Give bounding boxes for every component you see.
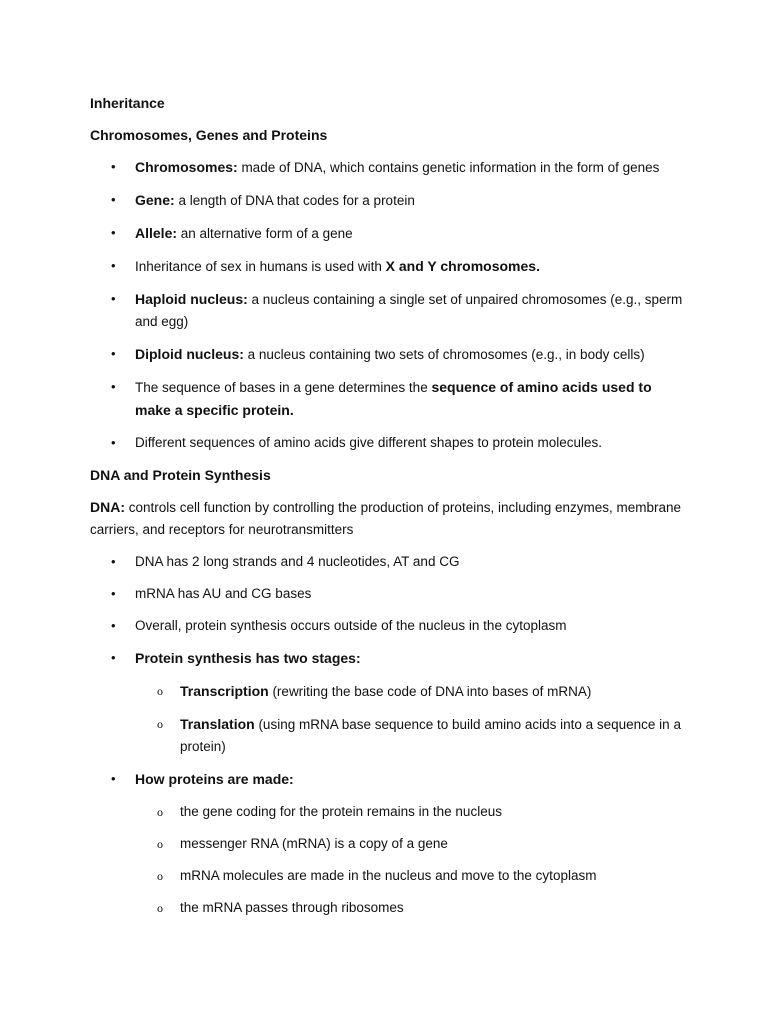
definition-diploid-nucleus: a nucleus containing two sets of chromosomes (e.g., in body cells) [243, 347, 645, 362]
bullet-icon: • [111, 650, 116, 665]
section-heading-chromosomes: Chromosomes, Genes and Proteins [90, 127, 328, 143]
list-item [90, 343, 686, 366]
sex-inheritance-text: Inheritance of sex in humans is used with [135, 259, 386, 274]
list-item [90, 615, 686, 637]
list-item [90, 189, 686, 212]
list-item [90, 255, 686, 278]
step-text: mRNA molecules are made in the nucleus and move to the cytoplasm [180, 868, 597, 883]
sublist-item [135, 833, 686, 855]
list-item [90, 583, 686, 605]
two-stages-heading: Protein synthesis has two stages: [135, 650, 361, 666]
protein-synthesis-list [90, 551, 686, 919]
step-text: the gene coding for the protein remains in the nucleus [180, 804, 502, 819]
sublist-item [135, 801, 686, 823]
definition-allele: an alternative form of a gene [177, 226, 353, 241]
dna-strands-text: DNA has 2 long strands and 4 nucleotides, AT and CG [135, 554, 460, 569]
sublist-item [135, 897, 686, 919]
step-text: the mRNA passes through ribosomes [180, 900, 404, 915]
sublist-item [135, 865, 686, 887]
list-item [90, 647, 686, 758]
bullet-icon: • [111, 586, 116, 601]
term-allele: Allele: [135, 225, 178, 241]
sub-bullet-icon: o [157, 869, 163, 883]
bullet-icon: • [111, 771, 116, 786]
document-title: Inheritance [90, 95, 165, 111]
definition-haploid-nucleus: a nucleus containing a single set of unpaired chromosomes (e.g., sperm and egg) [135, 292, 683, 329]
sub-bullet-icon: o [157, 901, 163, 915]
bullet-icon: • [111, 435, 116, 450]
list-item [90, 432, 686, 454]
sublist-item [135, 713, 686, 758]
sex-chromosomes-term: X and Y chromosomes. [385, 258, 540, 274]
term-diploid-nucleus: Diploid nucleus: [135, 346, 244, 362]
cytoplasm-text: Overall, protein synthesis occurs outside of the nucleus in the cytoplasm [135, 618, 567, 633]
steps-sublist [135, 801, 686, 919]
bullet-icon: • [111, 225, 116, 240]
list-item [90, 222, 686, 245]
term-haploid-nucleus: Haploid nucleus: [135, 291, 248, 307]
bullet-icon: • [111, 379, 116, 394]
term-chromosomes: Chromosomes: [135, 159, 238, 175]
section-heading-dna-protein-synthesis: DNA and Protein Synthesis [90, 467, 271, 483]
bullet-icon: • [111, 258, 116, 273]
bullet-icon: • [111, 159, 116, 174]
chromosomes-list [90, 156, 686, 454]
bullet-icon: • [111, 291, 116, 306]
definition-translation: (using mRNA base sequence to build amino acids into a sequence in a protein) [180, 717, 681, 754]
amino-acid-sequence-term: sequence of amino acids used to make a specific protein. [135, 379, 652, 418]
step-text: messenger RNA (mRNA) is a copy of a gene [180, 836, 448, 851]
list-item [90, 768, 686, 919]
definition-gene: a length of DNA that codes for a protein [174, 193, 415, 208]
document-page [90, 92, 686, 929]
list-item [90, 551, 686, 573]
list-item [90, 156, 686, 179]
term-transcription: Transcription [180, 683, 269, 699]
term-dna: DNA: [90, 499, 125, 515]
definition-dna: controls cell function by controlling the production of proteins, including enzymes, membrane carriers, and receptors for neurotransmitters [90, 500, 682, 537]
sub-bullet-icon: o [157, 717, 163, 731]
bullet-icon: • [111, 346, 116, 361]
definition-transcription: (rewriting the base code of DNA into bases of mRNA) [268, 684, 592, 699]
sub-bullet-icon: o [157, 837, 163, 851]
base-sequence-text: The sequence of bases in a gene determines the [135, 380, 432, 395]
bullet-icon: • [111, 618, 116, 633]
dna-definition [90, 496, 686, 541]
stages-sublist [135, 680, 686, 758]
mrna-bases-text: mRNA has AU and CG bases [135, 586, 312, 601]
sub-bullet-icon: o [157, 805, 163, 819]
list-item [90, 288, 686, 333]
list-item [90, 376, 686, 422]
sublist-item [135, 680, 686, 703]
bullet-icon: • [111, 554, 116, 569]
bullet-icon: • [111, 192, 116, 207]
definition-chromosomes: made of DNA, which contains genetic information in the form of genes [237, 160, 660, 175]
how-proteins-made-heading: How proteins are made: [135, 771, 294, 787]
term-translation: Translation [180, 716, 255, 732]
term-gene: Gene: [135, 192, 175, 208]
sub-bullet-icon: o [157, 684, 163, 698]
protein-shapes-text: Different sequences of amino acids give different shapes to protein molecules. [135, 435, 603, 450]
